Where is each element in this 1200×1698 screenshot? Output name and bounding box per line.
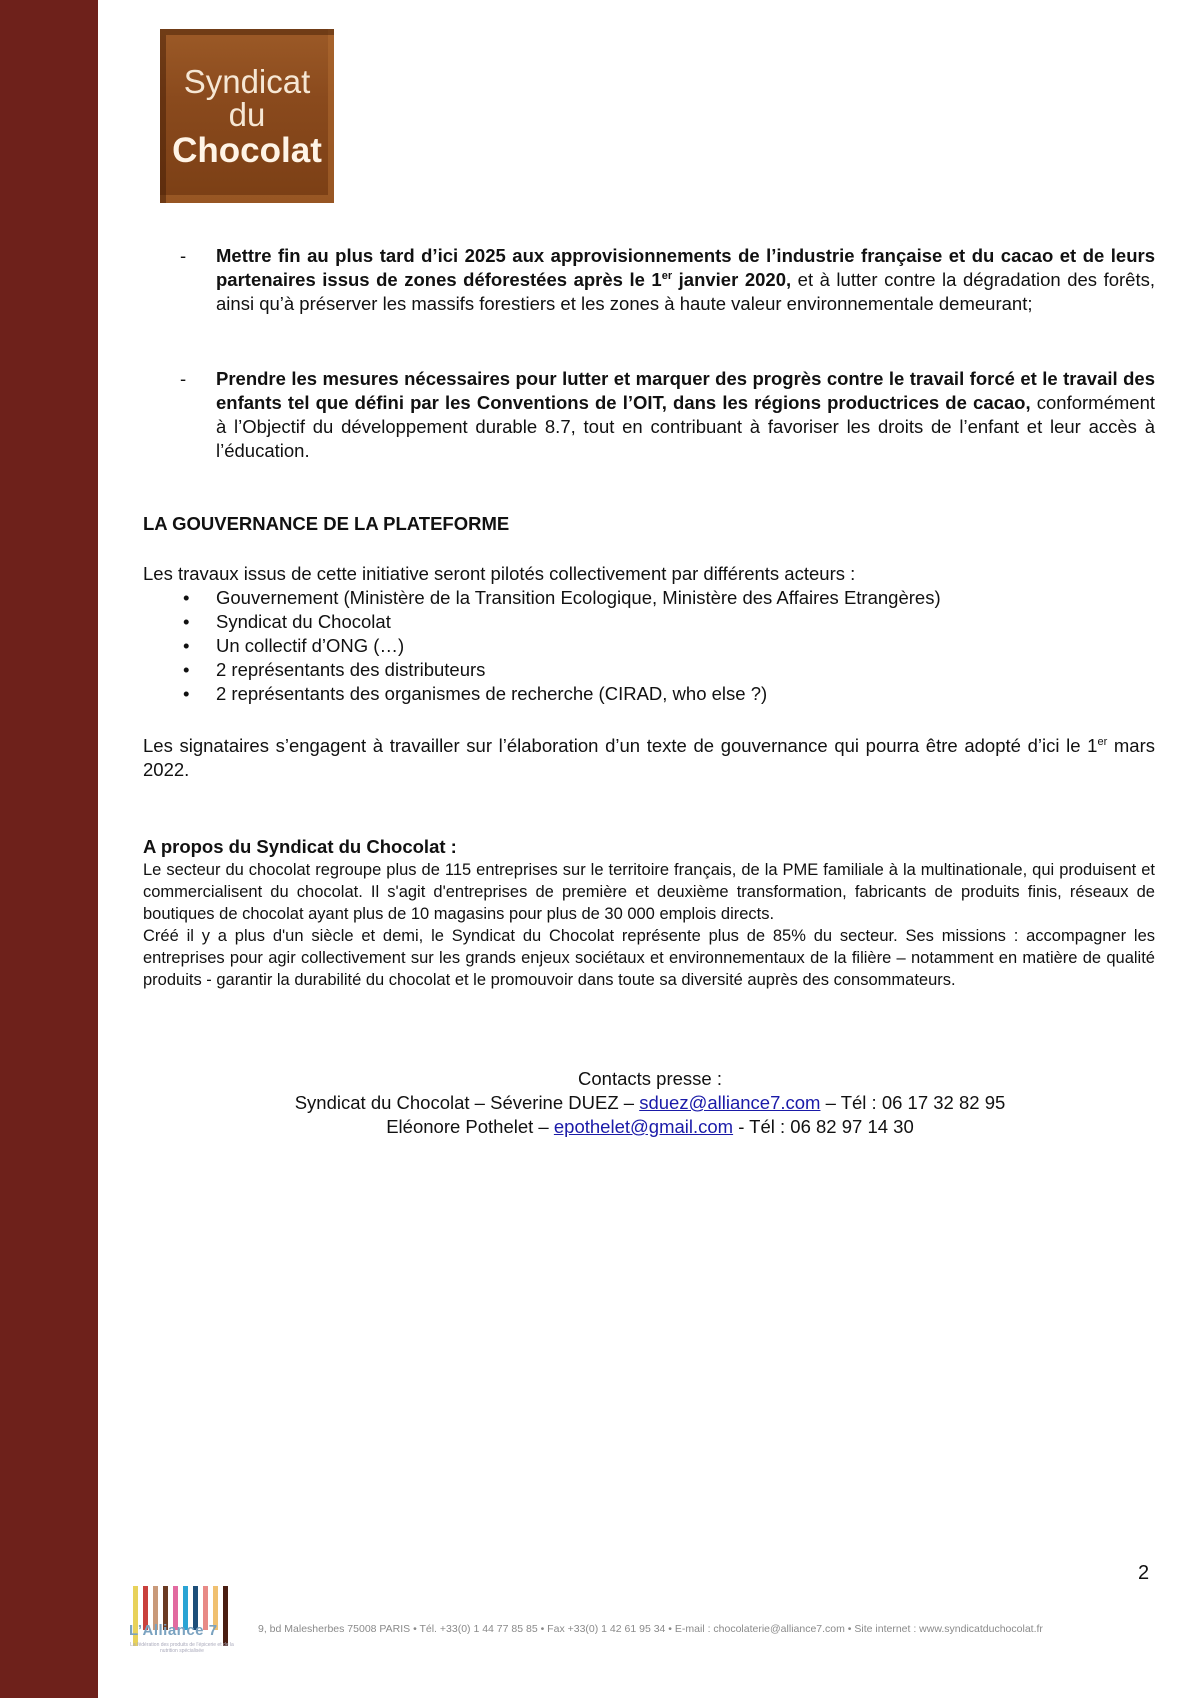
- objective-item-2: [180, 367, 1155, 463]
- objective-2-bold-text: Prendre les mesures nécessaires pour lutter et marquer des progrès contre le travail forcé et le travail des enfants tel que défini par les Conventions de l’OIT, dans les régions productrices de cacao,: [216, 368, 1155, 413]
- objective-1-bold-date: janvier 2020,: [672, 269, 792, 290]
- bullet-icon: •: [183, 659, 190, 680]
- contact-line-1: [250, 1091, 1050, 1115]
- bullet-icon: •: [183, 683, 190, 704]
- press-contacts: [250, 1067, 1050, 1139]
- list-item: [183, 658, 941, 682]
- left-decorative-bar: [0, 0, 98, 1698]
- about-paragraph-1: Le secteur du chocolat regroupe plus de 115 entreprises sur le territoire français, de la PME familiale à la multinationale, qui produisent et commercialisent du chocolat. Il s'agit d'entreprises de première et deuxième transformation, fabricants de produits finis, réseaux de boutiques de chocolat ayant plus de 10 magasins pour plus de 30 000 emplois directs.: [143, 861, 1155, 923]
- contacts-title: Contacts presse :: [578, 1068, 722, 1089]
- actor-label: Gouvernement (Ministère de la Transition Ecologique, Ministère des Affaires Etrangères): [216, 587, 941, 608]
- list-item: [183, 634, 941, 658]
- ordinal-suffix: er: [661, 270, 673, 282]
- list-item: [183, 682, 941, 706]
- bullet-icon: •: [183, 587, 190, 608]
- dash-marker: -: [180, 368, 187, 389]
- logo-line-3: Chocolat: [172, 130, 322, 170]
- signataires-text: Les signataires s’engagent à travailler sur l’élaboration d’un texte de gouvernance qui pourra être adopté d’ici le 1: [143, 735, 1098, 756]
- list-item: [183, 586, 941, 610]
- page-number: 2: [1138, 1562, 1150, 1584]
- footer-address: 9, bd Malesherbes 75008 PARIS • Tél. +33(0) 1 44 77 85 85 • Fax +33(0) 1 42 61 95 34 • E-mail : chocolaterie@alliance7.com • Site internet : www.syndicatduchocolat.fr: [258, 1623, 1043, 1635]
- actor-label: Syndicat du Chocolat: [216, 611, 391, 632]
- list-item: [183, 610, 941, 634]
- about-section: [143, 859, 1155, 991]
- bullet-icon: •: [183, 611, 190, 632]
- governance-intro: Les travaux issus de cette initiative seront pilotés collectivement par différents acteurs :: [143, 563, 856, 584]
- contact-1-phone: – Tél : 06 17 32 82 95: [820, 1092, 1006, 1113]
- objective-1-bold-text: Mettre fin au plus tard d’ici 2025 aux approvisionnements de l’industrie française et du cacao et de leurs partenaires issus de zones déforestées après le 1: [216, 245, 1155, 290]
- alliance7-stripe: [223, 1586, 228, 1646]
- syndicat-du-chocolat-logo: [160, 29, 334, 203]
- signataires-date: mars 2022.: [143, 735, 1156, 780]
- objective-item-1: [180, 244, 1155, 316]
- contact-line-2: [250, 1115, 1050, 1139]
- ordinal-suffix: er: [1097, 736, 1108, 748]
- actor-label: Un collectif d’ONG (…): [216, 635, 405, 656]
- actor-label: 2 représentants des distributeurs: [216, 659, 486, 680]
- signataires-paragraph: [143, 734, 1155, 782]
- actor-label: 2 représentants des organismes de recherche (CIRAD, who else ?): [216, 683, 768, 704]
- alliance7-logo: [125, 1586, 243, 1662]
- logo-line-1: Syndicat: [183, 62, 311, 100]
- alliance7-tagline: La fédération des produits de l’épicerie et de la nutrition spécialisée: [130, 1642, 234, 1654]
- contact-1-email-link[interactable]: sduez@alliance7.com: [639, 1092, 821, 1113]
- about-paragraph-2: Créé il y a plus d'un siècle et demi, le Syndicat du Chocolat représente plus de 85% du secteur. Ses missions : accompagner les entreprises pour agir collectivement sur les grands enjeux sociétaux et environnementaux de la filière – notamment en matière de qualité produits - garantir la durabilité du chocolat et le promouvoir dans toute sa diversité auprès des consommateurs.: [143, 927, 1155, 989]
- contact-2-name: Eléonore Pothelet –: [386, 1116, 554, 1137]
- objective-2-text: conformément à l’Objectif du développement durable 8.7, tout en contribuant à favoriser les droits de l’enfant et leur accès à l’éducation.: [216, 392, 1155, 461]
- contact-2-email-link[interactable]: epothelet@gmail.com: [553, 1116, 734, 1137]
- bullet-icon: •: [183, 635, 190, 656]
- alliance7-wordmark: L’Alliance 7: [129, 1622, 218, 1639]
- contact-2-phone: - Tél : 06 82 97 14 30: [733, 1116, 914, 1137]
- about-title: A propos du Syndicat du Chocolat :: [143, 836, 457, 857]
- objective-1-text: et à lutter contre la dégradation des forêts, ainsi qu’à préserver les massifs forestiers et les zones à haute valeur environnementale demeurant;: [216, 269, 1155, 314]
- governance-actors-list: [183, 586, 941, 706]
- logo-line-2: du: [228, 95, 266, 133]
- governance-title: LA GOUVERNANCE DE LA PLATEFORME: [143, 513, 510, 534]
- dash-marker: -: [180, 245, 187, 266]
- contact-1-name: Syndicat du Chocolat – Séverine DUEZ –: [294, 1092, 640, 1113]
